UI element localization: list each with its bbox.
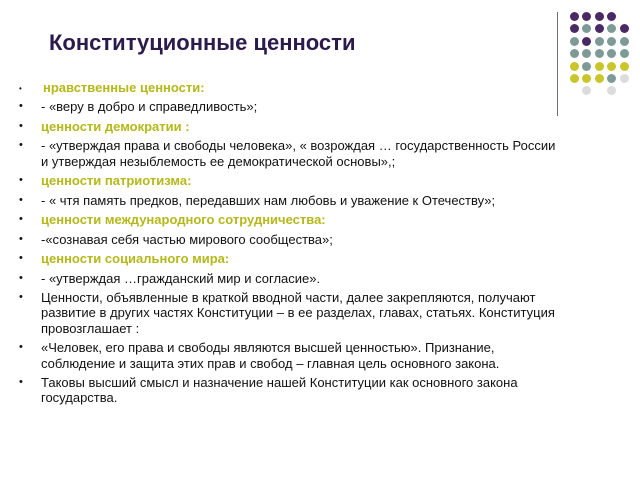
list-item	[19, 99, 559, 114]
decorative-dot	[595, 62, 604, 71]
decorative-dot	[582, 24, 591, 33]
bullet-icon: •	[19, 174, 23, 187]
decorative-dot	[582, 74, 591, 83]
bullet-icon: •	[19, 376, 23, 388]
decorative-dot	[620, 49, 629, 58]
list-item-text: - «утверждая права и свободы человека», « возрождая … государственность России и утверждая незыблемость ее демократической основы»,;	[41, 138, 556, 169]
bullet-icon: •	[19, 193, 23, 206]
list-item	[19, 271, 559, 286]
list-item	[19, 375, 559, 406]
decorative-dot	[582, 62, 591, 71]
list-item	[19, 193, 559, 208]
list-item-text: - «веру в добро и справедливость»;	[41, 99, 258, 115]
decorative-dot	[595, 74, 604, 83]
list-item-text: ценности демократии :	[41, 118, 190, 134]
list-item-text: - «утверждая …гражданский мир и согласие».	[41, 270, 321, 286]
list-item-text: ценности социального мира:	[41, 251, 230, 267]
list-item-text: -«сознавая себя частью мирового сообщества»;	[41, 231, 333, 247]
decorative-dot	[582, 49, 591, 58]
list-item-text: «Человек, его права и свободы являются высшей ценностью». Признание, соблюдение и защита этих прав и свобод – главная цель основного закона.	[41, 340, 500, 371]
decorative-dot	[582, 37, 591, 46]
list-item	[19, 232, 559, 247]
decorative-dot	[595, 49, 604, 58]
list-item	[19, 138, 559, 169]
decorative-dot	[607, 86, 616, 95]
list-item-text: нравственные ценности:	[43, 80, 205, 95]
bullet-icon: •	[19, 271, 23, 284]
list-item	[19, 119, 559, 134]
list-item-text: Таковы высший смысл и назначение нашей Конституции как основного закона государства.	[41, 375, 518, 406]
list-item	[19, 290, 559, 336]
bullet-icon: •	[19, 119, 23, 132]
decorative-dot	[620, 24, 629, 33]
list-item	[19, 251, 559, 266]
bullet-icon: •	[19, 100, 23, 113]
decorative-dot	[595, 24, 604, 33]
decorative-dot	[582, 86, 591, 95]
decorative-dot	[607, 49, 616, 58]
bullet-icon: •	[19, 232, 23, 245]
decorative-dot	[620, 37, 629, 46]
list-item-text: - « чтя память предков, передавших нам любовь и уважение к Отечеству»;	[41, 192, 496, 208]
list-item-text: ценности патриотизма:	[41, 173, 192, 189]
list-item	[19, 212, 559, 227]
decorative-dot	[620, 74, 629, 83]
bullet-icon: •	[19, 84, 22, 93]
bullet-icon: •	[19, 213, 23, 226]
decorative-dot	[570, 49, 579, 58]
decorative-dot	[607, 12, 616, 21]
decorative-dot	[570, 24, 579, 33]
decorative-dot	[607, 74, 616, 83]
decorative-dot	[607, 24, 616, 33]
decorative-dot	[595, 12, 604, 21]
list-item-text: ценности международного сотрудничества:	[41, 212, 326, 228]
list-item	[19, 80, 559, 95]
decorative-dot	[620, 62, 629, 71]
decorative-dot	[570, 12, 579, 21]
decorative-dot	[570, 62, 579, 71]
decorative-dot	[570, 74, 579, 83]
list-item	[19, 340, 559, 371]
slide-title: Конституционные ценности	[49, 30, 356, 55]
decorative-dot	[607, 62, 616, 71]
bullet-icon: •	[19, 291, 23, 304]
decorative-dot	[582, 12, 591, 21]
bullet-icon: •	[19, 341, 23, 354]
list-item	[19, 173, 559, 188]
decorative-dot	[570, 37, 579, 46]
bullet-icon: •	[19, 139, 23, 152]
decorative-dot	[595, 37, 604, 46]
slide-content	[19, 80, 559, 410]
decorative-dot	[607, 37, 616, 46]
list-item-text: Ценности, объявленные в краткой вводной части, далее закрепляются, получают развитие в других частях Конституции – в ее разделах, главах, статьях. Конституция провозглашает :	[41, 290, 555, 336]
bullet-icon: •	[19, 252, 23, 265]
